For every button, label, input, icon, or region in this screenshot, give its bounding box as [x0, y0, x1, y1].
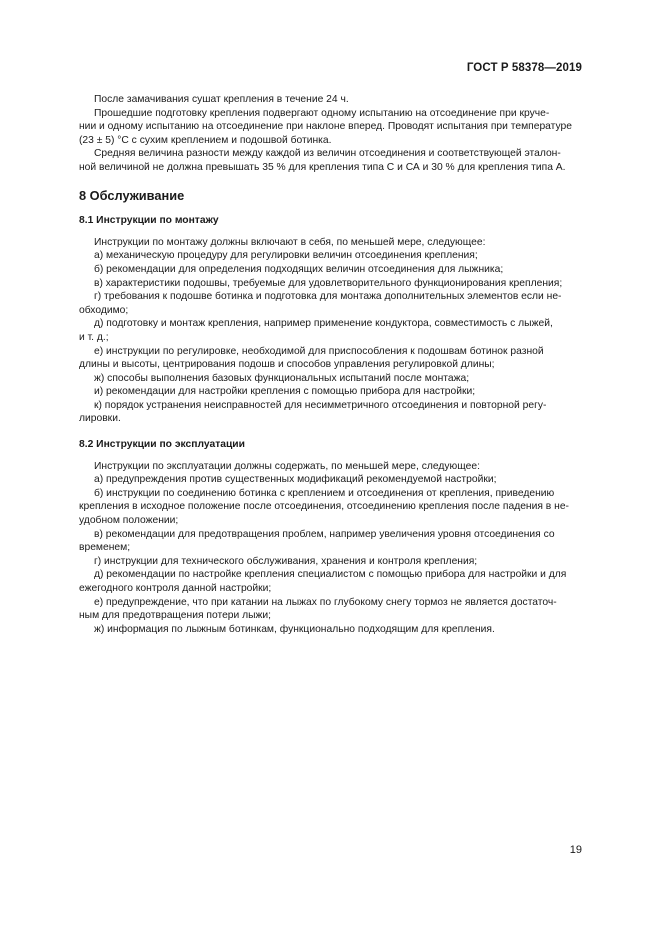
- subsection-8-2-heading: 8.2 Инструкции по эксплуатации: [79, 439, 245, 451]
- paragraph: [79, 263, 582, 277]
- paragraph: [79, 528, 582, 555]
- section-7-tail: [79, 93, 582, 175]
- paragraph: [79, 147, 582, 174]
- text-line: ж) способы выполнения базовых функциональных испытаний после монтажа;: [94, 372, 470, 384]
- text-line: лировки.: [79, 413, 121, 425]
- paragraph: [79, 596, 582, 623]
- text-line: временем;: [79, 542, 131, 554]
- text-line: Прошедшие подготовку крепления подвергают одному испытанию на отсоединение при круче-: [94, 107, 550, 119]
- paragraph: [79, 290, 582, 317]
- section-8-heading: 8 Обслуживание: [79, 187, 185, 203]
- page-number: 19: [569, 844, 582, 856]
- paragraph: [79, 385, 582, 399]
- paragraph: [79, 277, 582, 291]
- text-line: б) рекомендации для определения подходящих величин отсоединения для лыжника;: [94, 263, 504, 275]
- text-line: Средняя величина разности между каждой из величин отсоединения и соответствующей эталон-: [94, 148, 561, 160]
- paragraph: [79, 372, 582, 386]
- text-line: в) рекомендации для предотвращения проблем, например увеличения уровня отсоединения со: [94, 528, 555, 540]
- text-line: е) предупреждение, что при катании на лыжах по глубокому снегу тормоз не является достаточ-: [94, 596, 557, 608]
- paragraph: [79, 107, 582, 148]
- text-line: б) инструкции по соединению ботинка с креплением и отсоединения от крепления, приведению: [94, 487, 555, 499]
- paragraph: [79, 236, 582, 250]
- text-line: нии и одному испытанию на отсоединение при наклоне вперед. Проводят испытания при температуре: [79, 121, 572, 133]
- text-line: г) требования к подошве ботинка и подготовка для монтажа дополнительных элементов если не-: [94, 291, 562, 303]
- text-line: д) подготовку и монтаж крепления, например применение кондуктора, совместимость с лыжей,: [94, 318, 553, 330]
- text-line: Инструкции по эксплуатации должны содержать, по меньшей мере, следующее:: [94, 460, 480, 472]
- text-line: к) порядок устранения неисправностей для несимметричного отсоединения и повторной регу-: [94, 399, 547, 411]
- standard-designation: ГОСТ Р 58378—2019: [466, 62, 582, 74]
- text-line: е) инструкции по регулировке, необходимой для приспособления к подошвам ботинок разной: [94, 345, 544, 357]
- text-line: удобном положении;: [79, 515, 179, 527]
- paragraph: [79, 473, 582, 487]
- paragraph: [79, 93, 582, 107]
- paragraph: [79, 568, 582, 595]
- text-line: (23 ± 5) °С с сухим креплением и подошвой ботинка.: [79, 134, 332, 146]
- subsection-8-1-heading: 8.1 Инструкции по монтажу: [79, 215, 219, 227]
- text-line: и т. д.;: [79, 331, 109, 343]
- paragraph: [79, 460, 582, 474]
- subsection-8-1-body: [79, 236, 582, 426]
- paragraph: [79, 317, 582, 344]
- paragraph: [79, 623, 582, 637]
- text-line: ной величиной не должна превышать 35 % для крепления типа С и СА и 30 % для крепления типа А.: [79, 161, 566, 173]
- text-line: г) инструкции для технического обслуживания, хранения и контроля крепления;: [94, 555, 478, 567]
- text-line: а) механическую процедуру для регулировки величин отсоединения крепления;: [94, 250, 478, 262]
- text-line: Инструкции по монтажу должны включают в себя, по меньшей мере, следующее:: [94, 236, 486, 248]
- text-line: д) рекомендации по настройке крепления специалистом с помощью прибора для настройки и для: [94, 569, 567, 581]
- page-content: [79, 93, 582, 636]
- paragraph: [79, 345, 582, 372]
- text-line: и) рекомендации для настройки крепления с помощью прибора для настройки;: [94, 386, 476, 398]
- text-line: а) предупреждения против существенных модификаций рекомендуемой настройки;: [94, 474, 497, 486]
- paragraph: [79, 399, 582, 426]
- text-line: в) характеристики подошвы, требуемые для удовлетворительного функционирования крепления;: [94, 277, 563, 289]
- text-line: обходимо;: [79, 304, 129, 316]
- text-line: ж) информация по лыжным ботинкам, функционально подходящим для крепления.: [94, 623, 495, 635]
- text-line: ным для предотвращения потери лыжи;: [79, 610, 272, 622]
- text-line: длины и высоты, центрирования подошв и способов управления регулировкой длины;: [79, 359, 495, 371]
- paragraph: [79, 555, 582, 569]
- paragraph: [79, 487, 582, 528]
- subsection-8-2-body: [79, 460, 582, 637]
- text-line: ежегодного контроля данной настройки;: [79, 583, 272, 594]
- text-line: После замачивания сушат крепления в течение 24 ч.: [94, 94, 349, 105]
- text-line: крепления в исходное положение после отсоединения, отсоединению крепления после падения в не-: [79, 501, 569, 513]
- paragraph: [79, 249, 582, 263]
